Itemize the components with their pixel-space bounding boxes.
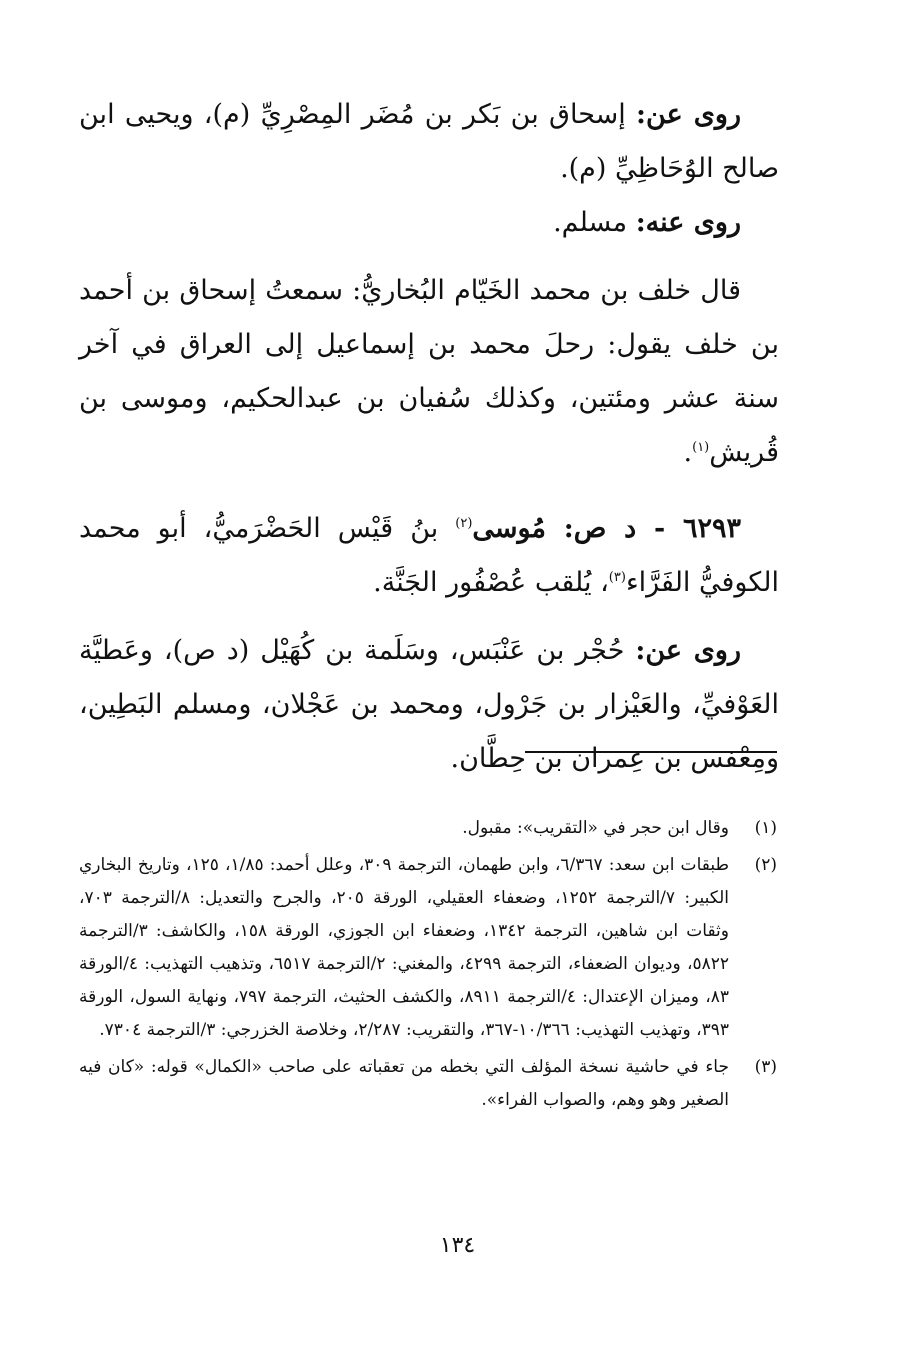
footnote-text: طبقات ابن سعد: ٦/٣٦٧، وابن طهمان، الترجمة ٣٠٩، وعلل أحمد: ١/٨٥، ١٢٥، وتاريخ البخاري الكبير: ٧/الترجمة ١٢٥٢، وضعفاء العقيلي، الورقة ٢٠٥، والجرح والتعديل: ٨/الترجمة ٧٠٣، وثقات ابن شاهين، الترجمة ١٣٤٢، وضعفاء ابن الجوزي، الورقة ١٥٨، والكاشف: ٣/الترجمة ٥٨٢٢، وديوان الضعفاء، الترجمة ٤٢٩٩، والمغني: ٢/الترجمة ٦٥١٧، وتذهيب التهذيب: ٤/الورقة ٨٣، وميزان الإعتدال: ٤/الترجمة ٨٩١١، والكشف الحثيث، الترجمة ٧٩٧، ونهاية السول، الورقة ٣٩٣، وتهذيب التهذيب: ١٠/٣٦٦-٣٦٧، والتقريب: ٢/٢٨٧، وخلاصة الخزرجي: ٣/الترجمة ٧٣٠٤.	[79, 855, 730, 1040]
footnote-number: (٢)	[754, 855, 777, 875]
footnote-ref-1[interactable]: (١)	[692, 440, 710, 455]
quote-paragraph	[79, 264, 779, 480]
footnote-text: وقال ابن حجر في «التقريب»: مقبول.	[462, 818, 729, 838]
entry-number-label: ٦٢٩٣ - د ص: مُوسى	[472, 513, 741, 544]
page-number: ١٣٤	[439, 1233, 476, 1258]
footnote-number: (١)	[754, 818, 777, 838]
narrated-from-text: إسحاق بن بَكر بن مُضَر المِصْرِيِّ (م)، ويحيى ابن صالح الوُحَاظِيِّ (م).	[79, 99, 779, 184]
footnotes	[79, 812, 777, 1121]
spacer	[79, 610, 779, 624]
spacer	[79, 480, 779, 502]
footnote-text: جاء في حاشية نسخة المؤلف التي بخطه من تعقباته على صاحب «الكمال» قوله: «كان فيه الصغير وهو وهم، والصواب الفراء».	[79, 1057, 730, 1110]
footnote-ref-2[interactable]: (٢)	[455, 516, 473, 531]
entry-heading-paragraph	[79, 502, 779, 610]
narrated-from-text-2: حُجْر بن عَنْبَس، وسَلَمة بن كُهَيْل (د ص)، وعَطيَّة العَوْفيِّ، والعَيْزار بن جَرْول، ومحمد بن عَجْلان، ومسلم البَطِين، ومِعْفس بن عِمران بن حِطَّان.	[79, 635, 779, 774]
narrated-by-paragraph	[79, 196, 779, 250]
narrated-from-label: روى عن:	[636, 99, 741, 130]
narrated-by-text: مسلم.	[553, 207, 636, 238]
footnote-divider	[525, 751, 777, 753]
entry-end: ، يُلقب عُصْفُور الجَنَّة.	[373, 567, 609, 598]
narrated-by-label: روى عنه:	[635, 207, 741, 238]
footnote-3	[79, 1051, 777, 1117]
narrated-from-paragraph-2	[79, 624, 779, 786]
spacer	[79, 250, 779, 264]
narrated-from-paragraph	[79, 88, 779, 196]
quote-end: .	[683, 437, 693, 468]
main-text	[79, 88, 779, 786]
footnote-2	[79, 849, 777, 1047]
footnote-number: (٣)	[754, 1057, 777, 1077]
quote-text: قال خلف بن محمد الخَيّام البُخاريُّ: سمعتُ إسحاق بن أحمد بن خلف يقول: رحلَ محمد بن إسماعيل إلى العراق في آخر سنة عشر ومئتين، وكذلك سُفيان بن عبدالحكيم، وموسى بن قُريش	[79, 275, 779, 468]
footnote-ref-3[interactable]: (٣)	[608, 570, 626, 585]
narrated-from-label-2: روى عن:	[635, 635, 741, 666]
entry-text: بنُ قَيْس الحَضْرَميُّ، أبو محمد الكوفيُّ الفَرَّاء	[79, 513, 779, 598]
footnote-1	[79, 812, 777, 845]
